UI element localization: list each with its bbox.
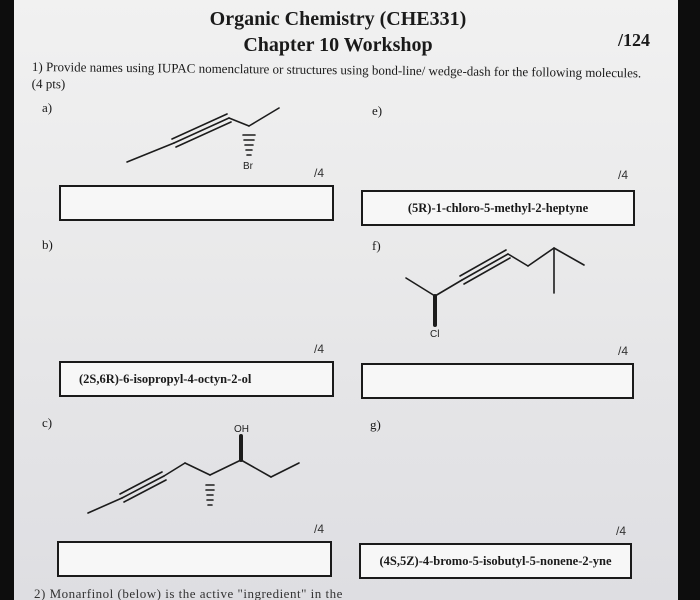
bond	[406, 278, 435, 296]
triple-bond	[464, 258, 510, 284]
part-b-points: /4	[314, 342, 325, 356]
bond	[528, 248, 554, 266]
bond	[508, 254, 528, 266]
atom-label-oh: OH	[234, 424, 249, 435]
atom-label-br: Br	[243, 161, 253, 172]
part-a-points: /4	[314, 166, 325, 180]
chapter-title: Chapter 10 Workshop	[243, 34, 433, 56]
part-g-label: g)	[370, 417, 381, 432]
answer-box-g[interactable]: (4S,5Z)-4-bromo-5-isobutyl-5-nonene-2-yne	[359, 543, 632, 579]
molecule-f	[14, 0, 678, 600]
answer-box-b[interactable]: (2S,6R)-6-isopropyl-4-octyn-2-ol	[59, 361, 334, 397]
triple-bond	[462, 254, 508, 280]
part-c-label: c)	[42, 415, 53, 430]
part-f-points: /4	[618, 344, 629, 358]
answer-box-f[interactable]	[361, 363, 634, 399]
triple-bond	[460, 250, 506, 276]
question-1-instructions: 1) Provide names using IUPAC nomenclature or structures using bond-line/ wedge-dash for the following molecules. (4 pts)	[31, 58, 642, 92]
part-g-points: /4	[616, 524, 627, 538]
bond	[554, 248, 584, 265]
total-score: /124	[617, 30, 650, 50]
worksheet-page	[14, 0, 678, 600]
part-e-points: /4	[618, 168, 629, 182]
part-e-label: e)	[372, 103, 383, 118]
answer-box-e[interactable]: (5R)-1-chloro-5-methyl-2-heptyne	[361, 190, 635, 226]
question-2-cutoff-text: 2) Monarfinol (below) is the active "ingredient" in the	[34, 586, 343, 600]
part-b-label: b)	[42, 237, 53, 252]
bond	[435, 280, 462, 296]
part-a-label: a)	[42, 100, 53, 115]
atom-label-cl: Cl	[430, 329, 440, 340]
part-c-points: /4	[314, 522, 325, 536]
course-title: Organic Chemistry (CHE331)	[209, 8, 467, 30]
part-f-label: f)	[372, 238, 381, 253]
